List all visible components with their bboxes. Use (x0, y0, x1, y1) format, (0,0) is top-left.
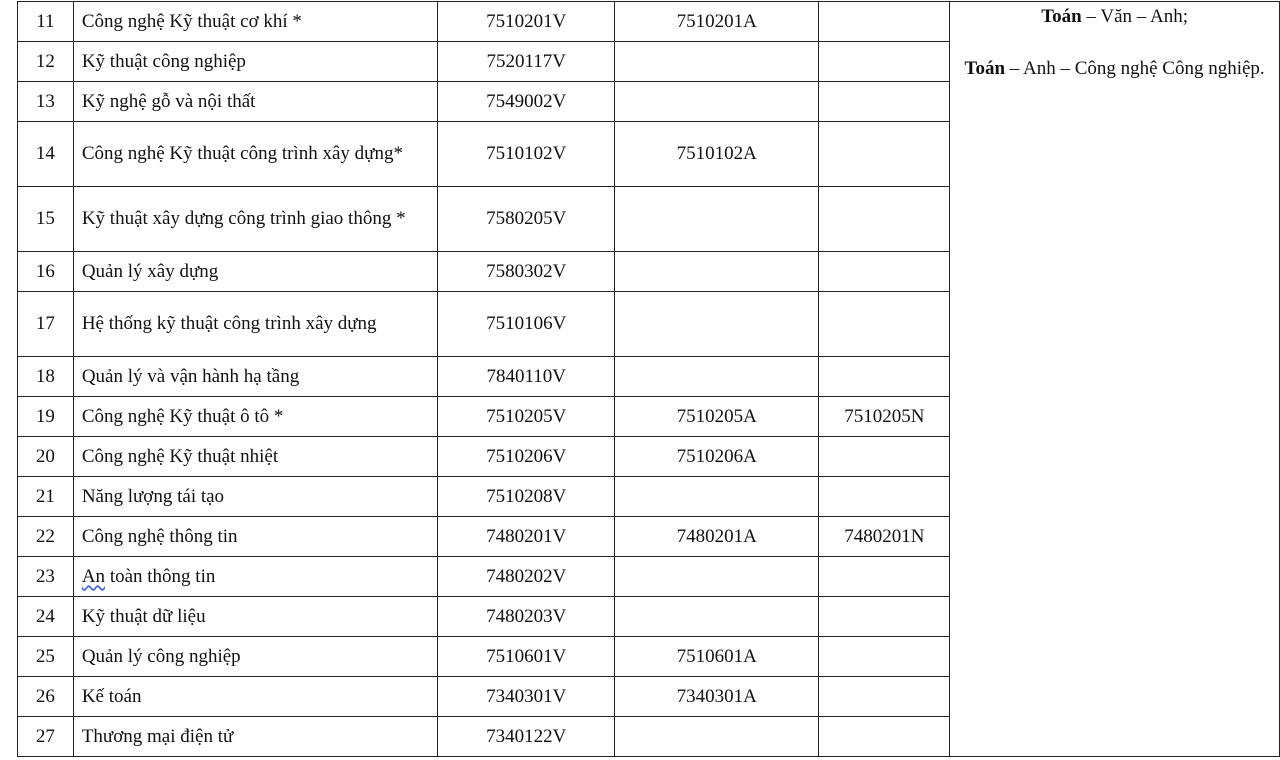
major-code-a (615, 557, 819, 597)
major-code-a: 7510102A (615, 122, 819, 187)
major-code-n (819, 557, 950, 597)
row-number: 25 (18, 637, 74, 677)
major-code-v: 7580302V (438, 252, 615, 292)
row-number: 16 (18, 252, 74, 292)
major-code-v: 7480203V (438, 597, 615, 637)
major-code-n: 7480201N (819, 517, 950, 557)
major-code-n (819, 42, 950, 82)
spellcheck-underline: An (81, 565, 106, 587)
major-name: Thương mại điện tử (73, 717, 438, 757)
major-code-v: 7510208V (438, 477, 615, 517)
major-code-n: 7510205N (819, 397, 950, 437)
major-code-v: 7340122V (438, 717, 615, 757)
major-code-n (819, 252, 950, 292)
row-number: 19 (18, 397, 74, 437)
major-code-n (819, 122, 950, 187)
major-code-v: 7510201V (438, 2, 615, 42)
row-number: 21 (18, 477, 74, 517)
row-number: 22 (18, 517, 74, 557)
row-number: 17 (18, 292, 74, 357)
major-name-rest: toàn thông tin (105, 565, 216, 587)
row-number: 26 (18, 677, 74, 717)
major-code-v: 7510206V (438, 437, 615, 477)
subject-combinations (950, 2, 1280, 757)
major-code-n (819, 637, 950, 677)
row-number: 24 (18, 597, 74, 637)
major-code-v: 7510601V (438, 637, 615, 677)
major-name: Công nghệ Kỹ thuật cơ khí * (73, 2, 438, 42)
major-code-n (819, 187, 950, 252)
row-number: 18 (18, 357, 74, 397)
combo-1 (950, 4, 1279, 30)
major-code-a (615, 252, 819, 292)
major-code-n (819, 677, 950, 717)
major-name: Năng lượng tái tạo (73, 477, 438, 517)
major-name (73, 557, 438, 597)
major-code-n (819, 357, 950, 397)
major-code-n (819, 292, 950, 357)
major-name: Công nghệ Kỹ thuật nhiệt (73, 437, 438, 477)
major-code-a: 7510206A (615, 437, 819, 477)
major-name: Quản lý và vận hành hạ tầng (73, 357, 438, 397)
major-name: Kỹ thuật công nghiệp (73, 42, 438, 82)
combo-1-bold: Toán (1041, 6, 1082, 27)
combo-2-rest: – Anh – Công nghệ Công nghiệp. (1005, 58, 1265, 79)
major-code-a: 7340301A (615, 677, 819, 717)
major-code-v: 7480201V (438, 517, 615, 557)
major-name: Kỹ thuật dữ liệu (73, 597, 438, 637)
major-name: Kế toán (73, 677, 438, 717)
major-code-a (615, 717, 819, 757)
row-number: 14 (18, 122, 74, 187)
major-code-n (819, 477, 950, 517)
major-code-a (615, 42, 819, 82)
major-code-a: 7510601A (615, 637, 819, 677)
major-code-v: 7510205V (438, 397, 615, 437)
combo-2 (950, 56, 1279, 82)
major-code-a (615, 292, 819, 357)
major-name: Kỹ nghệ gỗ và nội thất (73, 82, 438, 122)
major-code-v: 7510102V (438, 122, 615, 187)
combo-1-rest: – Văn – Anh; (1081, 6, 1188, 27)
row-number: 12 (18, 42, 74, 82)
major-name: Công nghệ thông tin (73, 517, 438, 557)
major-code-a: 7480201A (615, 517, 819, 557)
row-number: 23 (18, 557, 74, 597)
major-code-v: 7340301V (438, 677, 615, 717)
row-number: 13 (18, 82, 74, 122)
admissions-table (17, 1, 1280, 757)
major-code-v: 7580205V (438, 187, 615, 252)
major-name: Quản lý xây dựng (73, 252, 438, 292)
major-code-a (615, 187, 819, 252)
major-code-n (819, 437, 950, 477)
table-row (18, 2, 1280, 42)
major-code-v: 7549002V (438, 82, 615, 122)
row-number: 20 (18, 437, 74, 477)
major-code-n (819, 82, 950, 122)
major-code-a (615, 357, 819, 397)
major-name: Hệ thống kỹ thuật công trình xây dựng (73, 292, 438, 357)
major-name: Công nghệ Kỹ thuật ô tô * (73, 397, 438, 437)
major-code-v: 7480202V (438, 557, 615, 597)
major-name: Công nghệ Kỹ thuật công trình xây dựng* (73, 122, 438, 187)
major-code-v: 7510106V (438, 292, 615, 357)
major-code-n (819, 2, 950, 42)
major-code-v: 7520117V (438, 42, 615, 82)
major-name: Kỹ thuật xây dựng công trình giao thông * (73, 187, 438, 252)
major-code-a (615, 477, 819, 517)
major-code-n (819, 717, 950, 757)
row-number: 27 (18, 717, 74, 757)
row-number: 15 (18, 187, 74, 252)
row-number: 11 (18, 2, 74, 42)
major-code-a (615, 597, 819, 637)
major-code-a: 7510205A (615, 397, 819, 437)
major-code-a (615, 82, 819, 122)
combo-2-bold: Toán (964, 58, 1006, 79)
major-code-v: 7840110V (438, 357, 615, 397)
major-code-n (819, 597, 950, 637)
major-code-a: 7510201A (615, 2, 819, 42)
major-name: Quản lý công nghiệp (73, 637, 438, 677)
